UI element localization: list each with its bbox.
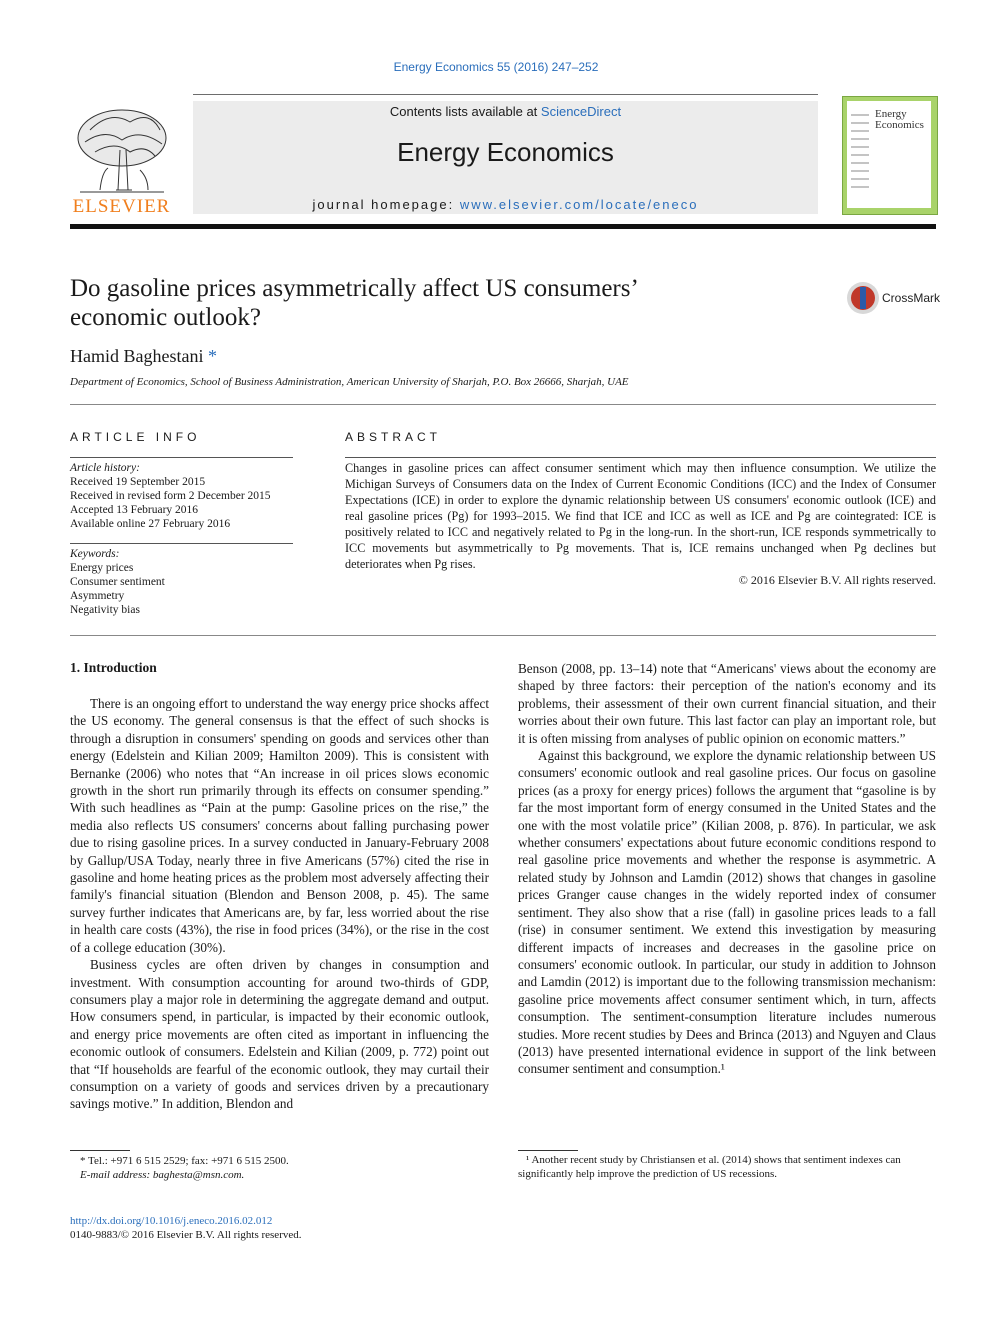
title-line-2: economic outlook? xyxy=(70,304,261,331)
keyword: Consumer sentiment xyxy=(70,576,165,588)
history-item: Accepted 13 February 2016 xyxy=(70,504,199,516)
abstract-copyright: © 2016 Elsevier B.V. All rights reserved. xyxy=(738,573,936,587)
footnote-rule xyxy=(518,1150,578,1151)
keyword: Asymmetry xyxy=(70,590,125,602)
crossmark-icon xyxy=(846,281,880,315)
keywords-label: Keywords: xyxy=(70,548,120,560)
keyword: Energy prices xyxy=(70,562,134,574)
contents-prefix: Contents lists available at xyxy=(389,104,541,119)
abstract-heading: ABSTRACT xyxy=(345,430,442,444)
paragraph: There is an ongoing effort to understand the way energy price shocks affect the US economy. The general consensus is that the effect of such shocks is through a disruption in consumers' spending on goods and services other than energy (Edelstein and Kilian 2009; Hamilton 2009). This is consistent with Bernanke (2006) who notes that “An increase in oil prices slows economic growth in the short run primarily through its effects on consumer spending.” With such headlines as “Pain at the pump: Gasoline prices on the rise,” the media also reflects US consumers' concerns about falling purchasing power due to rising gasoline prices. In a survey conducted in January-February 2008 by Gallup/USA Today, nearly three in five Americans (57%) cited the rise in gasoline and home heating prices as the problem most adversely affecting their family's financial situation (Blendon and Benson 2008, p. 45). The same survey further indicates that Americans are, by far, less worried about the rise in health care costs (43%), the rise in food prices (34%), or the rise in the cost of a college education (30%). xyxy=(70,696,489,955)
crossmark-badge[interactable] xyxy=(846,281,941,315)
keywords-rule xyxy=(70,543,293,544)
history-item: Received 19 September 2015 xyxy=(70,476,206,488)
header-thick-rule xyxy=(70,224,936,229)
homepage-link[interactable]: www.elsevier.com/locate/eneco xyxy=(459,197,699,212)
contents-line xyxy=(193,104,818,119)
cover-contents-lines xyxy=(851,111,871,201)
crossmark-label: CrossMark xyxy=(882,291,941,305)
footnote-rule xyxy=(70,1150,130,1151)
left-column xyxy=(70,695,489,1113)
issn-line: 0140-9883/© 2016 Elsevier B.V. All rights reserved. xyxy=(70,1229,302,1241)
author-contact: * Tel.: +971 6 515 2529; fax: +971 6 515 2500. xyxy=(80,1155,289,1167)
sciencedirect-link[interactable]: ScienceDirect xyxy=(540,104,622,119)
author-name: Hamid Baghestani xyxy=(70,346,204,366)
keywords xyxy=(70,547,165,617)
paragraph: Business cycles are often driven by changes in consumption and investment. With consumption accounting for around two-thirds of GDP, consumers play a major role in determining the aggregate demand and output. How consumers spend, in particular, is impacted by their economic outlook, and energy price movements are often cited as important in influencing the economic outlook of consumers. Edelstein and Kilian (2009, p. 772) point out that “If households are fearful of the economic outlook, they may curtail their consumption on a variety of goods and services driven by a precautionary savings motive.” In addition, Blendon and xyxy=(70,957,489,1112)
article-history xyxy=(70,461,271,531)
homepage-prefix: journal homepage: xyxy=(312,197,460,212)
author-footnote-marker[interactable]: * xyxy=(207,346,217,366)
article-info-rule xyxy=(70,457,293,458)
author-line xyxy=(70,346,217,367)
author-email[interactable]: E-mail address: baghesta@msn.com. xyxy=(80,1169,245,1181)
doi-link[interactable]: http://dx.doi.org/10.1016/j.eneco.2016.02.012 xyxy=(70,1215,273,1227)
history-item: Available online 27 February 2016 xyxy=(70,518,231,530)
cover-title: Energy Economics xyxy=(875,108,924,131)
article-title xyxy=(70,274,790,332)
page-footer xyxy=(70,1214,302,1242)
affiliation: Department of Economics, School of Business Administration, American University of Sharjah, P.O. Box 26666, Sharjah, UAE xyxy=(70,376,629,388)
header-rule xyxy=(193,94,818,95)
right-column xyxy=(518,660,936,1078)
author-footnote xyxy=(80,1154,289,1182)
journal-citation[interactable]: Energy Economics 55 (2016) 247–252 xyxy=(393,60,599,74)
journal-cover-thumbnail[interactable] xyxy=(842,96,938,215)
paragraph: Against this background, we explore the dynamic relationship between US consumers' economic outlook and real gasoline prices. Our focus on gasoline prices (as a proxy for energy prices) follows the argument that “gasoline is by far the most important form of energy consumed in the United States and the one with the most volatile price” (Kilian 2008, p. 876). In particular, we ask whether consumers' expectations about future economic conditions respond to real gasoline price movements and whether the response is asymmetric. A related study by Johnson and Lamdin (2012) shows that changes in gasoline prices Granger cause changes in the widely reported index of consumer sentiment. They also show that a rise (fall) in gasoline prices leads to a fall (rise) in consumer sentiment. We extend this investigation by measuring different impacts of increases and decreases in the gasoline price on consumers' economic outlook. In particular, our study in addition to Johnson and Lamdin (2012) is important due to the following transmission mechanism: gasoline price movements affect consumer sentiment which, in turn, affects consumption. The sentiment-consumption literature includes numerous studies. More recent studies by Dees and Brinca (2013) and Nguyen and Claus (2013) have presented international evidence in support of the link between consumer sentiment and consumption.¹ xyxy=(518,748,936,1077)
footnote-1: ¹ Another recent study by Christiansen et al. (2014) shows that sentiment indexes can significantly help improve the prediction of US recessions. xyxy=(518,1154,901,1180)
title-line-1: Do gasoline prices asymmetrically affect US consumers’ xyxy=(70,275,639,302)
history-label: Article history: xyxy=(70,462,140,474)
journal-title: Energy Economics xyxy=(397,137,614,167)
body-rule xyxy=(70,635,936,636)
affiliation-rule xyxy=(70,404,936,405)
article-info-heading: ARTICLE INFO xyxy=(70,430,201,444)
section-heading: 1. Introduction xyxy=(70,660,157,675)
abstract-rule xyxy=(345,457,936,458)
homepage-line xyxy=(193,197,818,212)
keyword: Negativity bias xyxy=(70,604,140,616)
history-item: Received in revised form 2 December 2015 xyxy=(70,490,271,502)
elsevier-wordmark: ELSEVIER xyxy=(72,196,171,217)
paragraph: Benson (2008, pp. 13–14) note that “Americans' views about the economy are shaped by three factors: their perception of the nation's economy and its problems, their assessment of their own current financial situation, and their worries about their own future. This last factor can play an important role, but it is often missing from analyses of public opinion on economic matters.” xyxy=(518,661,936,746)
abstract-text: Changes in gasoline prices can affect consumer sentiment which may then influence consumption. We utilize the Michigan Surveys of Consumers data on the Index of Current Economic Conditions (ICC) and the Index of Consumer Expectations (ICE) in order to explore the dynamic relationship between US consumers' economic outlook (ICE) and real gasoline prices (Pg) for 1993–2015. We find that ICE and ICC as well as ICE and Pg are cointegrated: ICE is positively related to ICC and negatively related to Pg in the long-run. In the short-run, ICE responds symmetrically to ICC movements but asymmetrically to Pg movements. That is, ICE remains unchanged when Pg declines but deteriorates when Pg rises. xyxy=(345,461,936,571)
cover-page xyxy=(847,101,931,208)
